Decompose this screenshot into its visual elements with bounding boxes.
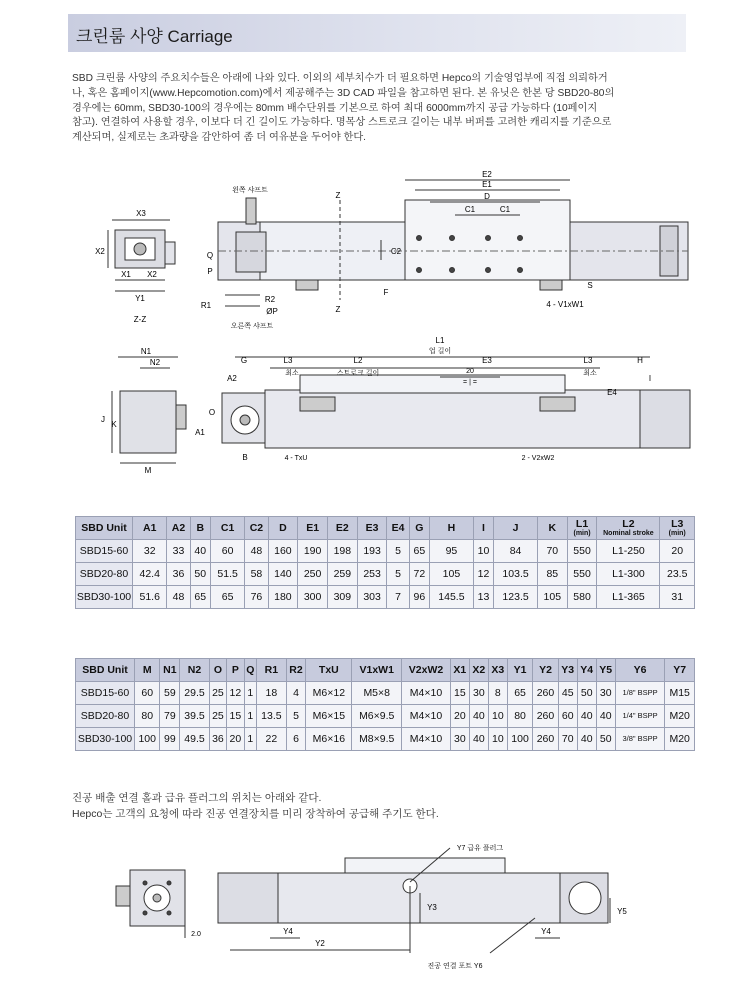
- label-c2: C2: [390, 247, 402, 256]
- value-cell: 8: [488, 682, 507, 705]
- label-y6: 진공 연결 포트 Y6: [427, 963, 483, 970]
- label-x2: X2: [95, 247, 105, 256]
- value-cell: 22: [257, 728, 286, 751]
- label-y4-right: Y4: [541, 927, 551, 936]
- value-cell: 50: [596, 728, 615, 751]
- label-x3: X3: [136, 209, 146, 218]
- header-cell: SBD Unit: [76, 517, 133, 540]
- label-s: S: [587, 281, 593, 290]
- value-cell: L1-300: [597, 563, 660, 586]
- intro-line: 나, 혹은 홈페이지(www.Hepcomotion.com)에서 제공해주는 3D CAD 파일을 참고하면 된다. 본 유닛은 한본 당 SBD20-80의: [72, 87, 615, 99]
- value-cell: 33: [167, 540, 190, 563]
- value-cell: 30: [450, 728, 469, 751]
- header-cell: K: [537, 517, 567, 540]
- value-cell: M6×15: [306, 705, 352, 728]
- value-cell: 550: [567, 540, 597, 563]
- value-cell: L1-365: [597, 586, 660, 609]
- header-main: L2: [622, 518, 635, 530]
- label-left-shaft: 왼쪽 샤프트: [232, 187, 268, 194]
- value-cell: 100: [135, 728, 160, 751]
- label-y4-left: Y4: [283, 927, 293, 936]
- header-cell: M: [135, 659, 160, 682]
- label-j: J: [101, 415, 105, 424]
- header-cell: X2: [469, 659, 488, 682]
- header-cell: H: [430, 517, 474, 540]
- header-cell: Y3: [558, 659, 577, 682]
- label-g: G: [240, 356, 248, 365]
- table-row: [76, 682, 695, 705]
- value-cell: 50: [190, 563, 210, 586]
- value-cell: 36: [209, 728, 226, 751]
- header-cell-l3: [660, 517, 695, 540]
- label-q: Q: [206, 251, 214, 260]
- label-l1: L1: [435, 336, 445, 345]
- intro-line: 계산되며, 실제로는 초과량을 감안하여 좀 더 여유분을 두어야 한다.: [72, 132, 367, 144]
- header-cell: E3: [357, 517, 387, 540]
- header-cell: E4: [387, 517, 409, 540]
- value-cell: 1/4" BSPP: [615, 705, 665, 728]
- value-cell: L1-250: [597, 540, 660, 563]
- value-cell: 99: [160, 728, 180, 751]
- table-row: [76, 728, 695, 751]
- value-cell: 30: [596, 682, 615, 705]
- value-cell: 1: [244, 728, 257, 751]
- label-twenty: 20: [466, 368, 474, 375]
- label-x1: X1: [121, 270, 131, 279]
- value-cell: 20: [227, 728, 244, 751]
- value-cell: 25: [209, 682, 226, 705]
- unit-cell: SBD30-100: [76, 586, 133, 609]
- header-cell: Y6: [615, 659, 665, 682]
- value-cell: 40: [596, 705, 615, 728]
- label-r2: R2: [264, 295, 276, 304]
- value-cell: 303: [357, 586, 387, 609]
- value-cell: 259: [327, 563, 357, 586]
- table-row: [76, 540, 695, 563]
- label-r1: R1: [200, 301, 212, 310]
- value-cell: 51.6: [133, 586, 167, 609]
- value-cell: 65: [409, 540, 429, 563]
- unit-cell: SBD15-60: [76, 540, 133, 563]
- value-cell: M20: [665, 705, 695, 728]
- header-cell: J: [494, 517, 538, 540]
- header-cell: R1: [257, 659, 286, 682]
- header-cell: C1: [210, 517, 244, 540]
- label-f: F: [383, 288, 389, 297]
- value-cell: 103.5: [494, 563, 538, 586]
- value-cell: 60: [558, 705, 577, 728]
- value-cell: 5: [387, 540, 409, 563]
- label-z2: Z: [335, 305, 341, 314]
- header-cell: V1xW1: [352, 659, 402, 682]
- value-cell: 40: [577, 728, 596, 751]
- value-cell: 10: [488, 705, 507, 728]
- header-cell: O: [209, 659, 226, 682]
- value-cell: 105: [537, 586, 567, 609]
- label-right-shaft: 오른쪽 샤프트: [230, 323, 274, 330]
- label-l3b: L3: [583, 356, 593, 365]
- value-cell: 25: [209, 705, 226, 728]
- value-cell: 580: [567, 586, 597, 609]
- value-cell: 145.5: [430, 586, 474, 609]
- value-cell: M8×9.5: [352, 728, 402, 751]
- value-cell: 140: [268, 563, 298, 586]
- value-cell: 260: [533, 728, 558, 751]
- label-l3: L3: [283, 356, 293, 365]
- value-cell: 20: [660, 540, 695, 563]
- value-cell: 4: [286, 682, 306, 705]
- label-e2: E2: [482, 170, 492, 179]
- value-cell: 10: [488, 728, 507, 751]
- value-cell: 32: [133, 540, 167, 563]
- table-row: [76, 705, 695, 728]
- value-cell: 36: [167, 563, 190, 586]
- label-d: D: [484, 192, 490, 201]
- label-y3: Y3: [427, 903, 437, 912]
- value-cell: 160: [268, 540, 298, 563]
- header-cell: Y1: [507, 659, 532, 682]
- value-cell: 39.5: [180, 705, 209, 728]
- intro-line: SBD 크린룸 사양의 주요치수들은 아래에 나와 있다. 이외의 세부치수가 더 필요하면 Hepco의 기술영업부에 직접 의뢰하거: [72, 73, 608, 84]
- value-cell: 253: [357, 563, 387, 586]
- value-cell: 29.5: [180, 682, 209, 705]
- label-l2: L2: [353, 356, 363, 365]
- value-cell: 6: [286, 728, 306, 751]
- header-cell: G: [409, 517, 429, 540]
- value-cell: 65: [190, 586, 210, 609]
- value-cell: 70: [558, 728, 577, 751]
- value-cell: 309: [327, 586, 357, 609]
- header-cell: Q: [244, 659, 257, 682]
- value-cell: 23.5: [660, 563, 695, 586]
- header-cell: C2: [245, 517, 268, 540]
- value-cell: M6×12: [306, 682, 352, 705]
- value-cell: 100: [507, 728, 532, 751]
- value-cell: M6×16: [306, 728, 352, 751]
- label-p: P: [207, 267, 213, 276]
- label-min-right: 최소: [583, 370, 597, 377]
- header-cell: Y5: [596, 659, 615, 682]
- value-cell: 40: [190, 540, 210, 563]
- header-cell: Y2: [533, 659, 558, 682]
- label-y2: Y2: [315, 939, 325, 948]
- table-header-row: [76, 659, 695, 682]
- header-cell: A2: [167, 517, 190, 540]
- label-z: Z: [335, 191, 341, 200]
- value-cell: 48: [167, 586, 190, 609]
- label-b: B: [242, 453, 248, 462]
- header-cell: X3: [488, 659, 507, 682]
- label-o: O: [208, 408, 216, 417]
- label-x2b: X2: [147, 270, 157, 279]
- value-cell: 30: [469, 682, 488, 705]
- value-cell: 180: [268, 586, 298, 609]
- label-y5: Y5: [617, 907, 627, 916]
- value-cell: 3/8" BSPP: [615, 728, 665, 751]
- note-line: 진공 배출 연결 홀과 급유 플러그의 위치는 아래와 같다.: [72, 792, 322, 804]
- label-e1: E1: [482, 180, 492, 189]
- header-main: L3: [671, 518, 684, 530]
- note-text: [72, 790, 439, 822]
- value-cell: M20: [665, 728, 695, 751]
- value-cell: 80: [135, 705, 160, 728]
- header-main: L1: [575, 518, 589, 530]
- value-cell: 84: [494, 540, 538, 563]
- header-cell: TxU: [306, 659, 352, 682]
- header-cell: N2: [180, 659, 209, 682]
- value-cell: 58: [245, 563, 268, 586]
- value-cell: 12: [473, 563, 493, 586]
- note-line: Hepco는 고객의 요청에 따라 진공 연결장치를 미리 장착하여 공급해 주기도 한다.: [72, 808, 439, 820]
- value-cell: 80: [507, 705, 532, 728]
- value-cell: 45: [558, 682, 577, 705]
- label-eq: = | =: [463, 379, 477, 386]
- value-cell: 49.5: [180, 728, 209, 751]
- label-min-left: 최소: [285, 370, 299, 377]
- table-row: [76, 586, 695, 609]
- value-cell: 72: [409, 563, 429, 586]
- value-cell: 7: [387, 586, 409, 609]
- value-cell: 15: [450, 682, 469, 705]
- value-cell: 95: [430, 540, 474, 563]
- value-cell: 15: [227, 705, 244, 728]
- value-cell: 96: [409, 586, 429, 609]
- header-cell-l2: [597, 517, 660, 540]
- drawing-vacuum: [0, 838, 755, 998]
- label-zz: Z-Z: [133, 315, 147, 324]
- value-cell: 59: [160, 682, 180, 705]
- header-cell: X1: [450, 659, 469, 682]
- unit-cell: SBD30-100: [76, 728, 135, 751]
- label-i: I: [648, 374, 652, 383]
- label-two: 2.0: [191, 931, 201, 938]
- value-cell: M4×10: [402, 682, 451, 705]
- value-cell: 10: [473, 540, 493, 563]
- value-cell: M5×8: [352, 682, 402, 705]
- unit-cell: SBD20-80: [76, 705, 135, 728]
- label-stroke: 스트로크 길이: [336, 370, 380, 377]
- value-cell: 70: [537, 540, 567, 563]
- value-cell: 193: [357, 540, 387, 563]
- label-v1w1: 4 - V1xW1: [546, 300, 584, 309]
- table-header-row: [76, 517, 695, 540]
- spec-table-2: [75, 658, 695, 751]
- header-cell: B: [190, 517, 210, 540]
- drawing-side: [0, 335, 755, 495]
- header-cell: E2: [327, 517, 357, 540]
- value-cell: 12: [227, 682, 244, 705]
- value-cell: 300: [298, 586, 328, 609]
- value-cell: 1: [244, 705, 257, 728]
- intro-line: 경우에는 60mm, SBD30-100의 경우에는 80mm 배수단위를 기본으로 하여 최대 6000mm까지 공급 가능하다 (10페이지: [72, 102, 598, 114]
- label-n1: N1: [140, 347, 152, 356]
- label-a1: A1: [195, 428, 205, 437]
- label-e3: E3: [482, 356, 492, 365]
- label-m: M: [144, 466, 152, 475]
- header-sub: (min): [668, 530, 686, 537]
- header-cell: I: [473, 517, 493, 540]
- value-cell: 123.5: [494, 586, 538, 609]
- header-cell: R2: [286, 659, 306, 682]
- value-cell: 65: [210, 586, 244, 609]
- label-v2w2: 2 - V2xW2: [521, 455, 555, 462]
- value-cell: 198: [327, 540, 357, 563]
- value-cell: 250: [298, 563, 328, 586]
- unit-cell: SBD15-60: [76, 682, 135, 705]
- value-cell: 20: [450, 705, 469, 728]
- value-cell: 40: [577, 705, 596, 728]
- value-cell: 260: [533, 705, 558, 728]
- value-cell: 105: [430, 563, 474, 586]
- header-cell: Y7: [665, 659, 695, 682]
- label-y7: Y7 급유 플러그: [456, 845, 504, 852]
- label-n2: N2: [149, 358, 161, 367]
- label-a2: A2: [227, 374, 237, 383]
- label-y1: Y1: [135, 294, 145, 303]
- value-cell: 65: [507, 682, 532, 705]
- spec-table-1: [75, 516, 695, 609]
- value-cell: M4×10: [402, 728, 451, 751]
- label-c1a: C1: [464, 205, 476, 214]
- intro-text: [72, 72, 690, 146]
- value-cell: 550: [567, 563, 597, 586]
- value-cell: 13: [473, 586, 493, 609]
- value-cell: 60: [135, 682, 160, 705]
- value-cell: 40: [469, 728, 488, 751]
- value-cell: 13.5: [257, 705, 286, 728]
- value-cell: 190: [298, 540, 328, 563]
- value-cell: 5: [286, 705, 306, 728]
- value-cell: 5: [387, 563, 409, 586]
- header-sub: Nominal stroke: [603, 530, 654, 537]
- header-cell: P: [227, 659, 244, 682]
- label-c1b: C1: [499, 205, 511, 214]
- page-header: [68, 14, 686, 52]
- value-cell: 51.5: [210, 563, 244, 586]
- value-cell: 40: [469, 705, 488, 728]
- label-length: 업 길이: [428, 348, 452, 355]
- value-cell: M4×10: [402, 705, 451, 728]
- unit-cell: SBD20-80: [76, 563, 133, 586]
- value-cell: M6×9.5: [352, 705, 402, 728]
- header-cell: E1: [298, 517, 328, 540]
- header-cell: V2xW2: [402, 659, 451, 682]
- header-cell-l1: [567, 517, 597, 540]
- value-cell: 85: [537, 563, 567, 586]
- table-row: [76, 563, 695, 586]
- value-cell: 48: [245, 540, 268, 563]
- label-txu: 4 - TxU: [284, 455, 308, 462]
- header-cell: D: [268, 517, 298, 540]
- value-cell: 18: [257, 682, 286, 705]
- label-op: ØP: [266, 307, 278, 316]
- value-cell: 260: [533, 682, 558, 705]
- value-cell: 76: [245, 586, 268, 609]
- value-cell: 42.4: [133, 563, 167, 586]
- page-title: 크린룸 사양 Carriage: [76, 27, 233, 46]
- drawing-top: [0, 160, 755, 335]
- value-cell: 1: [244, 682, 257, 705]
- header-cell: A1: [133, 517, 167, 540]
- header-sub: (min): [573, 530, 591, 537]
- intro-line: 참고). 연결하여 사용할 경우, 이보다 더 긴 길이도 가능하다. 명목상 스트로크 길이는 내부 버퍼를 고려한 캐리지를 기준으로: [72, 117, 612, 129]
- value-cell: 79: [160, 705, 180, 728]
- value-cell: M15: [665, 682, 695, 705]
- header-cell: Y4: [577, 659, 596, 682]
- header-cell: N1: [160, 659, 180, 682]
- label-e4: E4: [607, 388, 617, 397]
- value-cell: 31: [660, 586, 695, 609]
- value-cell: 1/8" BSPP: [615, 682, 665, 705]
- value-cell: 60: [210, 540, 244, 563]
- label-k: K: [111, 420, 117, 429]
- value-cell: 50: [577, 682, 596, 705]
- label-h: H: [637, 356, 643, 365]
- header-cell: SBD Unit: [76, 659, 135, 682]
